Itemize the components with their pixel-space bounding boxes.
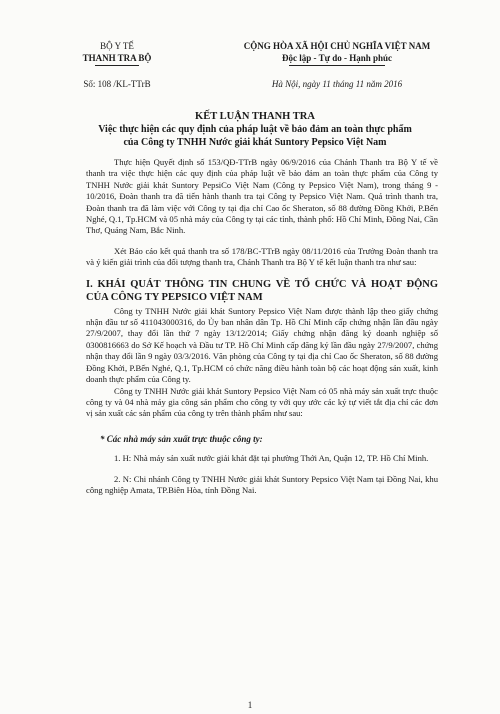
paragraph-decision: Thực hiện Quyết định số 153/QĐ-TTrB ngày 06/9/2016 của Chánh Thanh tra Bộ Y tế về thanh tra việc thực hiện các quy định của pháp luật về bảo đảm an toàn thực phẩm của Công ty TNHH Nước giải khát Suntory PepsiCo Việt Nam (Công ty Pepsico Việt Nam), trong tháng 9 - 10/2016, Đoàn thanh tra đã tiến hành thanh tra tại Công ty Pepsico Việt Nam. Quá trình thanh tra, Đoàn thanh tra đã làm việc với Công ty tại địa chỉ Cao ốc Sheraton, số 88 đường Đồng Khởi, P.Bến Nghé, Q.1, Tp.HCM và 05 nhà máy của Công ty tại các tỉnh, thành phố: Hồ Chí Minh, Đồng Nai, Cần Thơ, Quảng Nam, Bắc Ninh. [86,157,438,236]
national-heading-block [232,40,442,90]
page-number: 1 [247,700,253,710]
paragraph-company-info: Công ty TNHH Nước giải khát Suntory Pepsico Việt Nam được thành lập theo giấy chứng nhận đầu tư số 411043000316, do Ủy ban nhân dân Tp. Hồ Chí Minh cấp chứng nhận lần đầu ngày 27/9/2007, thay đổi lần thứ 7 ngày 13/12/2014; Giấy chứng nhận đăng ký doanh nghiệp số 0300816663 do Sở Kế hoạch và Đầu tư TP. Hồ Chí Minh cấp đăng ký lần đầu ngày 27/9/2007, chứng nhận thay đổi lần 9 ngày 03/3/2016. Văn phòng của Công ty tại địa chỉ Cao ốc Sheraton, số 88 đường Đồng Khởi, P.Bến Nghé, Q.1, Tp.HCM có chức năng điều hành toàn bộ các hoạt động sản xuất, kinh doanh thực phẩm của Công ty. [86,305,438,385]
section-1-heading: I. KHÁI QUÁT THÔNG TIN CHUNG VỀ TỔ CHỨC VÀ HOẠT ĐỘNG CỦA CÔNG TY PEPSICO VIỆT NAM [86,278,438,303]
paragraph-factories: Công ty TNHH Nước giải khát Suntory Pepsico Việt Nam có 05 nhà máy sản xuất trực thuộc công ty và 04 nhà máy gia công sản phẩm cho công ty với quy ước các ký tự viết tắt địa chỉ các đơn vị sản xuất các sản phẩm của công ty trên thành phẩm như sau: [86,385,438,419]
document-number: Số: 108 /KL-TTrB [83,79,151,89]
issuing-authority-block [62,40,172,90]
document-body [86,157,438,505]
title-line-3: của Công ty TNHH Nước giải khát Suntory Pepsico Việt Nam [123,137,387,148]
nation-name: CỘNG HÒA XÃ HỘI CHỦ NGHĨA VIỆT NAM [243,41,431,51]
list-item-factory-h: 1. H: Nhà máy sản xuất nước giải khát đặt tại phường Thới An, Quận 12, TP. Hồ Chí Minh. [114,453,429,464]
factories-subheading: * Các nhà máy sản xuất trực thuộc công ty: [100,433,263,444]
document-date: Hà Nội, ngày 11 tháng 11 năm 2016 [271,79,403,89]
list-item-factory-n: 2. N: Chi nhánh Công ty TNHH Nước giải khát Suntory Pepsico Việt Nam tại Đồng Nai, khu công nghiệp Amata, TP.Biên Hòa, tỉnh Đồng Nai. [86,473,438,495]
paragraph-report: Xét Báo cáo kết quả thanh tra số 178/BC-TTrB ngày 08/11/2016 của Trưởng Đoàn thanh tra và ý kiến giải trình của đối tượng thanh tra, Chánh Thanh tra Bộ Y tế kết luận thanh tra như sau: [86,245,438,268]
inspectorate-name: THANH TRA BỘ [82,53,152,63]
document-title [40,110,470,149]
ministry-name: BỘ Y TẾ [100,41,134,51]
title-line-2: Việc thực hiện các quy định của pháp luật về bảo đảm an toàn thực phẩm [98,124,412,135]
authority-underline [95,65,139,66]
national-motto: Độc lập - Tự do - Hạnh phúc [281,53,392,63]
title-line-1: KẾT LUẬN THANH TRA [195,111,315,122]
motto-underline [289,65,385,66]
